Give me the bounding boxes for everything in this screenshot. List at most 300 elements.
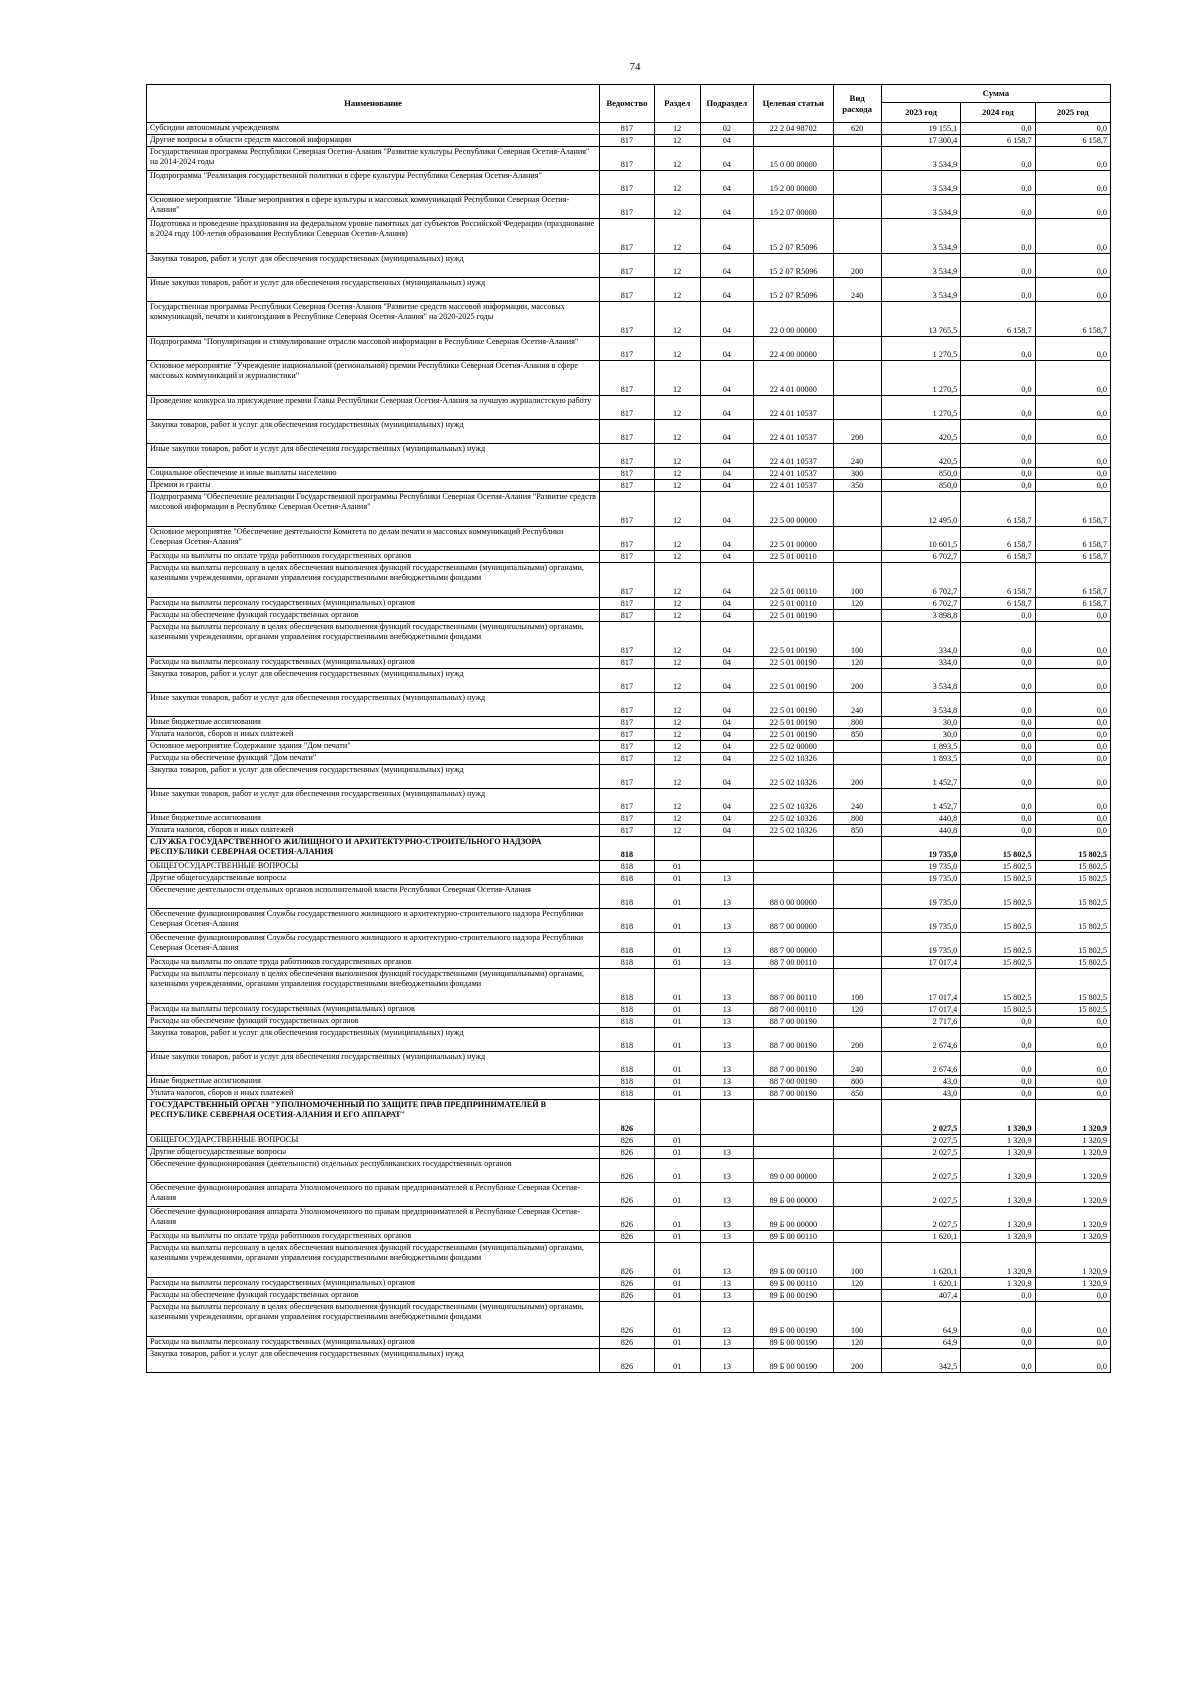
cell-section: 12 [654,741,700,753]
cell-2023: 6 702,7 [881,551,961,563]
cell-section: 12 [654,254,700,278]
cell-exp-type [833,1135,881,1147]
cell-name: Субсидии автономным учреждениям [147,123,600,135]
cell-exp-type [833,337,881,361]
cell-name: Расходы на выплаты персоналу в целях обеспечения выполнения функций государственными (муниципальными) органами, казенными учреждениями, органами управления государственными внебюджетными фондами [147,563,600,598]
cell-target: 15 2 07 R5096 [754,219,834,254]
cell-2023: 1 452,7 [881,765,961,789]
cell-target [754,1100,834,1135]
cell-dept: 818 [600,933,654,957]
cell-exp-type: 120 [833,657,881,669]
cell-dept: 818 [600,837,654,861]
cell-subsection: 04 [700,527,753,551]
cell-target: 22 5 01 00190 [754,622,834,657]
cell-exp-type [833,753,881,765]
cell-section: 01 [654,969,700,1004]
cell-dept: 817 [600,195,654,219]
cell-2023: 64,9 [881,1302,961,1337]
cell-exp-type [833,1290,881,1302]
cell-2023: 850,0 [881,468,961,480]
table-header [147,85,1111,123]
table-row [147,873,1111,885]
cell-2023: 13 765,5 [881,302,961,337]
cell-section: 01 [654,909,700,933]
cell-section: 12 [654,622,700,657]
cell-subsection: 13 [700,1337,753,1349]
cell-2023: 3 534,9 [881,219,961,254]
cell-subsection [700,861,753,873]
cell-dept: 817 [600,563,654,598]
cell-2024: 15 802,5 [961,909,1035,933]
cell-subsection: 04 [700,717,753,729]
cell-2023: 2 674,6 [881,1052,961,1076]
cell-name: Закупка товаров, работ и услуг для обеспечения государственных (муниципальных) нужд [147,420,600,444]
table-row [147,1016,1111,1028]
cell-section: 12 [654,813,700,825]
cell-exp-type [833,171,881,195]
cell-target: 88 7 00 00110 [754,957,834,969]
cell-target: 22 5 01 00190 [754,669,834,693]
cell-2025: 1 320,9 [1035,1100,1110,1135]
table-row [147,1088,1111,1100]
cell-target: 22 2 04 98702 [754,123,834,135]
cell-subsection: 02 [700,123,753,135]
cell-2023: 334,0 [881,622,961,657]
cell-subsection: 13 [700,1004,753,1016]
cell-section: 01 [654,1076,700,1088]
cell-section: 12 [654,563,700,598]
cell-2025: 0,0 [1035,1349,1110,1373]
cell-2025: 15 802,5 [1035,1004,1110,1016]
cell-2023: 19 735,0 [881,837,961,861]
table-row [147,361,1111,396]
cell-subsection: 04 [700,669,753,693]
cell-dept: 818 [600,1004,654,1016]
cell-exp-type: 200 [833,254,881,278]
cell-name: Подпрограмма "Обеспечение реализации Государственной программы Республики Северная Осетия-Алания "Развитие средств массовой информации в Республике Северная Осетия-Алания" [147,492,600,527]
cell-2023: 19 735,0 [881,861,961,873]
cell-2024: 0,0 [961,657,1035,669]
cell-section: 01 [654,1183,700,1207]
table-row [147,420,1111,444]
cell-subsection: 13 [700,909,753,933]
cell-subsection: 04 [700,420,753,444]
cell-name: Расходы на выплаты персоналу государственных (муниципальных) органов [147,1278,600,1290]
cell-2023: 1 620,1 [881,1243,961,1278]
cell-subsection: 04 [700,302,753,337]
cell-dept: 817 [600,480,654,492]
cell-2023: 407,4 [881,1290,961,1302]
cell-2024: 0,0 [961,361,1035,396]
table-row [147,598,1111,610]
cell-2023: 3 534,9 [881,147,961,171]
cell-exp-type [833,861,881,873]
cell-name: Обеспечение функционирования Службы государственного жилищного и архитектурно-строительного надзора Республики Северная Осетия-Алания [147,933,600,957]
cell-target: 22 5 01 00190 [754,729,834,741]
cell-name: Иные бюджетные ассигнования [147,717,600,729]
table-row [147,396,1111,420]
cell-dept: 817 [600,444,654,468]
cell-2025: 1 320,9 [1035,1231,1110,1243]
cell-dept: 817 [600,598,654,610]
header-section: Раздел [654,85,700,123]
cell-2023: 2 674,6 [881,1028,961,1052]
cell-subsection: 13 [700,1290,753,1302]
cell-subsection: 04 [700,657,753,669]
table-row [147,492,1111,527]
cell-2023: 3 534,9 [881,254,961,278]
cell-target: 88 0 00 00000 [754,885,834,909]
cell-2024: 0,0 [961,123,1035,135]
cell-target: 88 7 00 00190 [754,1052,834,1076]
cell-section: 01 [654,1290,700,1302]
cell-2024: 0,0 [961,147,1035,171]
cell-target: 89 Б 00 00190 [754,1290,834,1302]
cell-2023: 420,5 [881,420,961,444]
cell-name: Уплата налогов, сборов и иных платежей [147,1088,600,1100]
table-row [147,1159,1111,1183]
cell-section: 12 [654,302,700,337]
cell-2023: 17 017,4 [881,969,961,1004]
cell-section: 01 [654,1028,700,1052]
cell-2025: 0,0 [1035,337,1110,361]
cell-2023: 2 027,5 [881,1159,961,1183]
cell-section: 01 [654,1159,700,1183]
table-row [147,171,1111,195]
cell-dept: 818 [600,957,654,969]
cell-dept: 817 [600,337,654,361]
cell-2025: 0,0 [1035,361,1110,396]
cell-2025: 0,0 [1035,1290,1110,1302]
cell-exp-type: 800 [833,813,881,825]
cell-dept: 817 [600,420,654,444]
cell-2025: 0,0 [1035,825,1110,837]
cell-2025: 0,0 [1035,123,1110,135]
table-row [147,825,1111,837]
cell-name: Проведение конкурса на присуждение премии Главы Республики Северная Осетия-Алания за лучшую журналистскую работу [147,396,600,420]
cell-target: 88 7 00 00110 [754,969,834,1004]
table-row [147,837,1111,861]
budget-table [146,84,1111,1373]
cell-2023: 12 495,0 [881,492,961,527]
table-row [147,957,1111,969]
cell-exp-type: 120 [833,1337,881,1349]
table-row [147,444,1111,468]
cell-target: 22 5 01 00110 [754,598,834,610]
cell-2023: 850,0 [881,480,961,492]
cell-subsection: 13 [700,1349,753,1373]
cell-section: 01 [654,1243,700,1278]
cell-dept: 826 [600,1302,654,1337]
cell-subsection: 04 [700,813,753,825]
cell-2025: 0,0 [1035,610,1110,622]
cell-subsection: 04 [700,765,753,789]
cell-section: 12 [654,657,700,669]
cell-2023: 3 898,8 [881,610,961,622]
header-name: Наименование [147,85,600,123]
cell-name: Другие общегосударственные вопросы [147,1147,600,1159]
cell-dept: 826 [600,1337,654,1349]
cell-subsection: 04 [700,468,753,480]
cell-dept: 818 [600,861,654,873]
cell-target [754,135,834,147]
cell-2025: 6 158,7 [1035,492,1110,527]
cell-section: 12 [654,598,700,610]
cell-target: 89 Б 00 00190 [754,1337,834,1349]
table-row [147,527,1111,551]
cell-exp-type [833,909,881,933]
cell-2023: 17 300,4 [881,135,961,147]
cell-name: ОБЩЕГОСУДАРСТВЕННЫЕ ВОПРОСЫ [147,1135,600,1147]
cell-subsection: 13 [700,1028,753,1052]
cell-section: 12 [654,361,700,396]
cell-2024: 1 320,9 [961,1278,1035,1290]
cell-2024: 0,0 [961,444,1035,468]
cell-subsection: 13 [700,1243,753,1278]
cell-exp-type: 100 [833,1243,881,1278]
cell-name: Иные закупки товаров, работ и услуг для обеспечения государственных (муниципальных) нужд [147,693,600,717]
cell-2024: 1 320,9 [961,1243,1035,1278]
cell-subsection: 13 [700,873,753,885]
cell-dept: 817 [600,825,654,837]
cell-2024: 0,0 [961,693,1035,717]
cell-target: 22 5 00 00000 [754,492,834,527]
cell-2024: 15 802,5 [961,969,1035,1004]
cell-2025: 0,0 [1035,622,1110,657]
cell-target: 22 4 01 10537 [754,420,834,444]
table-row [147,741,1111,753]
cell-2024: 15 802,5 [961,885,1035,909]
cell-dept: 817 [600,254,654,278]
cell-name: Основное мероприятие "Учреждение национальной (региональной) премии Республики Северная Осетия-Алания в сфере массовых коммуникаций и журналистики" [147,361,600,396]
cell-exp-type [833,527,881,551]
table-row [147,195,1111,219]
cell-name: Расходы на обеспечение функций государственных органов [147,610,600,622]
cell-2024: 6 158,7 [961,492,1035,527]
cell-exp-type: 300 [833,468,881,480]
cell-dept: 826 [600,1100,654,1135]
cell-target: 88 7 00 00000 [754,933,834,957]
cell-2025: 0,0 [1035,741,1110,753]
cell-section: 01 [654,1231,700,1243]
cell-subsection: 04 [700,254,753,278]
cell-section: 12 [654,492,700,527]
cell-dept: 826 [600,1183,654,1207]
cell-exp-type: 850 [833,1088,881,1100]
cell-subsection: 04 [700,598,753,610]
cell-target: 22 5 01 00190 [754,693,834,717]
cell-subsection: 13 [700,1052,753,1076]
cell-exp-type: 200 [833,765,881,789]
cell-dept: 817 [600,135,654,147]
cell-name: Обеспечение деятельности отдельных органов исполнительной власти Республики Северная Осетия-Алания [147,885,600,909]
cell-2024: 6 158,7 [961,135,1035,147]
cell-dept: 817 [600,361,654,396]
cell-name: Расходы на выплаты персоналу государственных (муниципальных) органов [147,1337,600,1349]
header-2025: 2025 год [1035,103,1110,123]
cell-2023: 19 155,1 [881,123,961,135]
cell-2023: 64,9 [881,1337,961,1349]
cell-2024: 1 320,9 [961,1147,1035,1159]
cell-2024: 1 320,9 [961,1231,1035,1243]
cell-exp-type [833,1183,881,1207]
cell-2025: 6 158,7 [1035,551,1110,563]
cell-name: Иные закупки товаров, работ и услуг для обеспечения государственных (муниципальных) нужд [147,444,600,468]
cell-section: 12 [654,444,700,468]
cell-exp-type: 200 [833,1349,881,1373]
cell-subsection: 04 [700,361,753,396]
header-sum: Сумма [881,85,1110,103]
cell-2023: 3 534,9 [881,195,961,219]
cell-2025: 15 802,5 [1035,837,1110,861]
cell-target: 22 4 01 10537 [754,444,834,468]
cell-2025: 0,0 [1035,1052,1110,1076]
cell-dept: 817 [600,693,654,717]
cell-section: 12 [654,123,700,135]
cell-name: Основное мероприятие Содержание здания "Дом печати" [147,741,600,753]
cell-2024: 0,0 [961,789,1035,813]
cell-dept: 817 [600,123,654,135]
cell-2025: 0,0 [1035,480,1110,492]
cell-target: 89 0 00 00000 [754,1159,834,1183]
cell-target: 15 0 00 00000 [754,147,834,171]
cell-2024: 0,0 [961,1337,1035,1349]
cell-target: 22 5 01 00190 [754,717,834,729]
cell-2024: 0,0 [961,396,1035,420]
table-row [147,1278,1111,1290]
cell-2024: 0,0 [961,741,1035,753]
cell-section: 12 [654,669,700,693]
table-row [147,789,1111,813]
cell-2024: 0,0 [961,1349,1035,1373]
cell-subsection: 04 [700,337,753,361]
cell-2024: 0,0 [961,669,1035,693]
table-row [147,480,1111,492]
cell-section: 12 [654,278,700,302]
cell-name: Расходы на обеспечение функций "Дом печати" [147,753,600,765]
cell-2024: 1 320,9 [961,1100,1035,1135]
cell-dept: 817 [600,278,654,302]
cell-2025: 6 158,7 [1035,598,1110,610]
cell-subsection: 13 [700,1231,753,1243]
cell-section: 01 [654,957,700,969]
cell-exp-type: 100 [833,1302,881,1337]
table-row [147,969,1111,1004]
table-row [147,933,1111,957]
cell-subsection: 04 [700,219,753,254]
table-row [147,254,1111,278]
cell-exp-type [833,551,881,563]
table-row [147,1231,1111,1243]
cell-exp-type: 120 [833,1278,881,1290]
cell-name: Расходы на выплаты по оплате труда работников государственных органов [147,551,600,563]
table-row [147,1052,1111,1076]
cell-section: 01 [654,1349,700,1373]
cell-dept: 826 [600,1278,654,1290]
cell-2023: 19 735,0 [881,885,961,909]
cell-exp-type [833,1147,881,1159]
cell-2025: 0,0 [1035,171,1110,195]
cell-2023: 334,0 [881,657,961,669]
cell-name: Расходы на выплаты персоналу в целях обеспечения выполнения функций государственными (муниципальными) органами, казенными учреждениями, органами управления государственными внебюджетными фондами [147,1243,600,1278]
cell-name: Закупка товаров, работ и услуг для обеспечения государственных (муниципальных) нужд [147,254,600,278]
cell-2025: 0,0 [1035,147,1110,171]
cell-2025: 0,0 [1035,444,1110,468]
cell-target: 22 0 00 00000 [754,302,834,337]
cell-2025: 0,0 [1035,396,1110,420]
cell-2023: 2 027,5 [881,1207,961,1231]
cell-subsection: 04 [700,492,753,527]
cell-name: Обеспечение функционирования аппарата Уполномоченного по правам предпринимателей в Республике Северная Осетия-Алания [147,1183,600,1207]
header-dept: Ведомство [600,85,654,123]
cell-target: 22 5 02 10326 [754,813,834,825]
cell-target: 22 5 01 00110 [754,551,834,563]
cell-section: 12 [654,753,700,765]
cell-2023: 1 270,5 [881,337,961,361]
cell-target: 89 Б 00 00000 [754,1183,834,1207]
cell-dept: 818 [600,969,654,1004]
cell-2025: 0,0 [1035,420,1110,444]
cell-subsection: 04 [700,729,753,741]
cell-subsection: 04 [700,622,753,657]
cell-target: 88 7 00 00190 [754,1016,834,1028]
cell-exp-type [833,219,881,254]
cell-subsection: 13 [700,1147,753,1159]
cell-2024: 0,0 [961,765,1035,789]
cell-2025: 6 158,7 [1035,563,1110,598]
table-row [147,278,1111,302]
cell-subsection: 13 [700,1016,753,1028]
cell-target: 89 Б 00 00110 [754,1231,834,1243]
cell-2024: 0,0 [961,171,1035,195]
cell-target: 89 Б 00 00000 [754,1207,834,1231]
cell-2023: 3 534,8 [881,693,961,717]
cell-target: 22 4 01 10537 [754,396,834,420]
cell-2025: 6 158,7 [1035,527,1110,551]
cell-section: 12 [654,610,700,622]
cell-exp-type [833,610,881,622]
cell-dept: 817 [600,717,654,729]
cell-exp-type: 350 [833,480,881,492]
cell-name: Закупка товаров, работ и услуг для обеспечения государственных (муниципальных) нужд [147,1349,600,1373]
cell-2024: 0,0 [961,753,1035,765]
cell-section: 01 [654,873,700,885]
cell-2025: 1 320,9 [1035,1278,1110,1290]
page-number: 74 [629,61,641,73]
cell-2023: 1 270,5 [881,396,961,420]
cell-dept: 826 [600,1243,654,1278]
cell-exp-type [833,135,881,147]
cell-2025: 0,0 [1035,1076,1110,1088]
cell-2023: 19 735,0 [881,933,961,957]
cell-2025: 15 802,5 [1035,861,1110,873]
cell-target: 22 5 01 00190 [754,657,834,669]
cell-dept: 818 [600,1028,654,1052]
cell-exp-type: 200 [833,669,881,693]
cell-2024: 15 802,5 [961,933,1035,957]
cell-2023: 342,5 [881,1349,961,1373]
cell-target: 89 Б 00 00110 [754,1243,834,1278]
header-target: Целевая статьи [754,85,834,123]
cell-subsection: 04 [700,171,753,195]
cell-target: 22 5 01 00190 [754,610,834,622]
table-row [147,1302,1111,1337]
header-2024: 2024 год [961,103,1035,123]
table-row [147,717,1111,729]
cell-dept: 817 [600,657,654,669]
cell-exp-type: 240 [833,789,881,813]
cell-target: 22 4 00 00000 [754,337,834,361]
